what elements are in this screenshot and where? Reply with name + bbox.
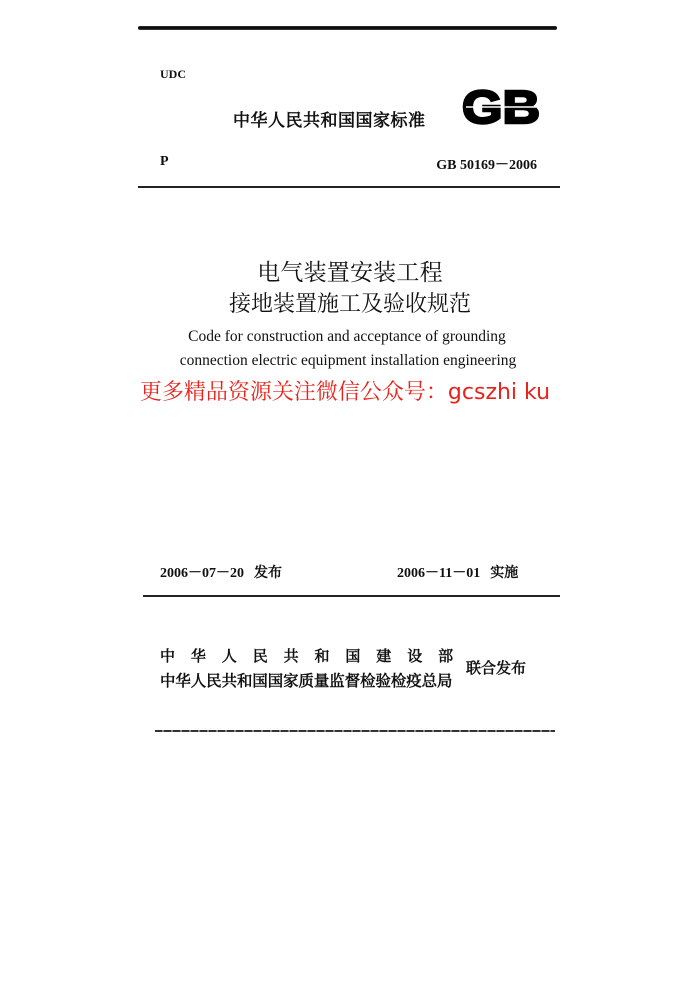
english-title-line-1: Code for construction and acceptance of grounding: [188, 328, 506, 345]
category-code: P: [160, 154, 169, 169]
dates-rule: [143, 595, 560, 597]
issue-date: [160, 562, 282, 582]
top-rule: [138, 26, 557, 30]
title-line-1: 电气装置安装工程: [257, 260, 443, 286]
publisher-ministry: 中华人民共和国建设部: [160, 647, 470, 665]
header-rule: [138, 186, 560, 188]
implementation-date-label: 实施: [490, 565, 519, 581]
issue-date-label: 发布: [254, 565, 282, 581]
standard-number: GB 50169－2006: [436, 158, 537, 173]
watermark-text: 更多精品资源关注微信公众号：gcszhi ku: [139, 380, 551, 405]
joint-publish-label: 联合发布: [466, 659, 527, 677]
english-title-line-2: connection electric equipment installation engineering: [179, 352, 517, 369]
gb-logo: [460, 83, 542, 129]
implementation-date-value: 2006－11－01: [397, 566, 481, 581]
publisher-aqsiq: 中华人民共和国国家质量监督检验检疫总局: [160, 672, 453, 690]
standard-type: 中华人民共和国国家标准: [233, 111, 426, 131]
issue-date-value: 2006－07－20: [160, 566, 244, 581]
implementation-date: [397, 562, 518, 582]
title-line-2: 接地装置施工及验收规范: [228, 292, 471, 317]
bottom-rule: [155, 730, 555, 732]
gb-logo-text: GB: [462, 83, 540, 129]
udc-label: UDC: [160, 67, 186, 81]
